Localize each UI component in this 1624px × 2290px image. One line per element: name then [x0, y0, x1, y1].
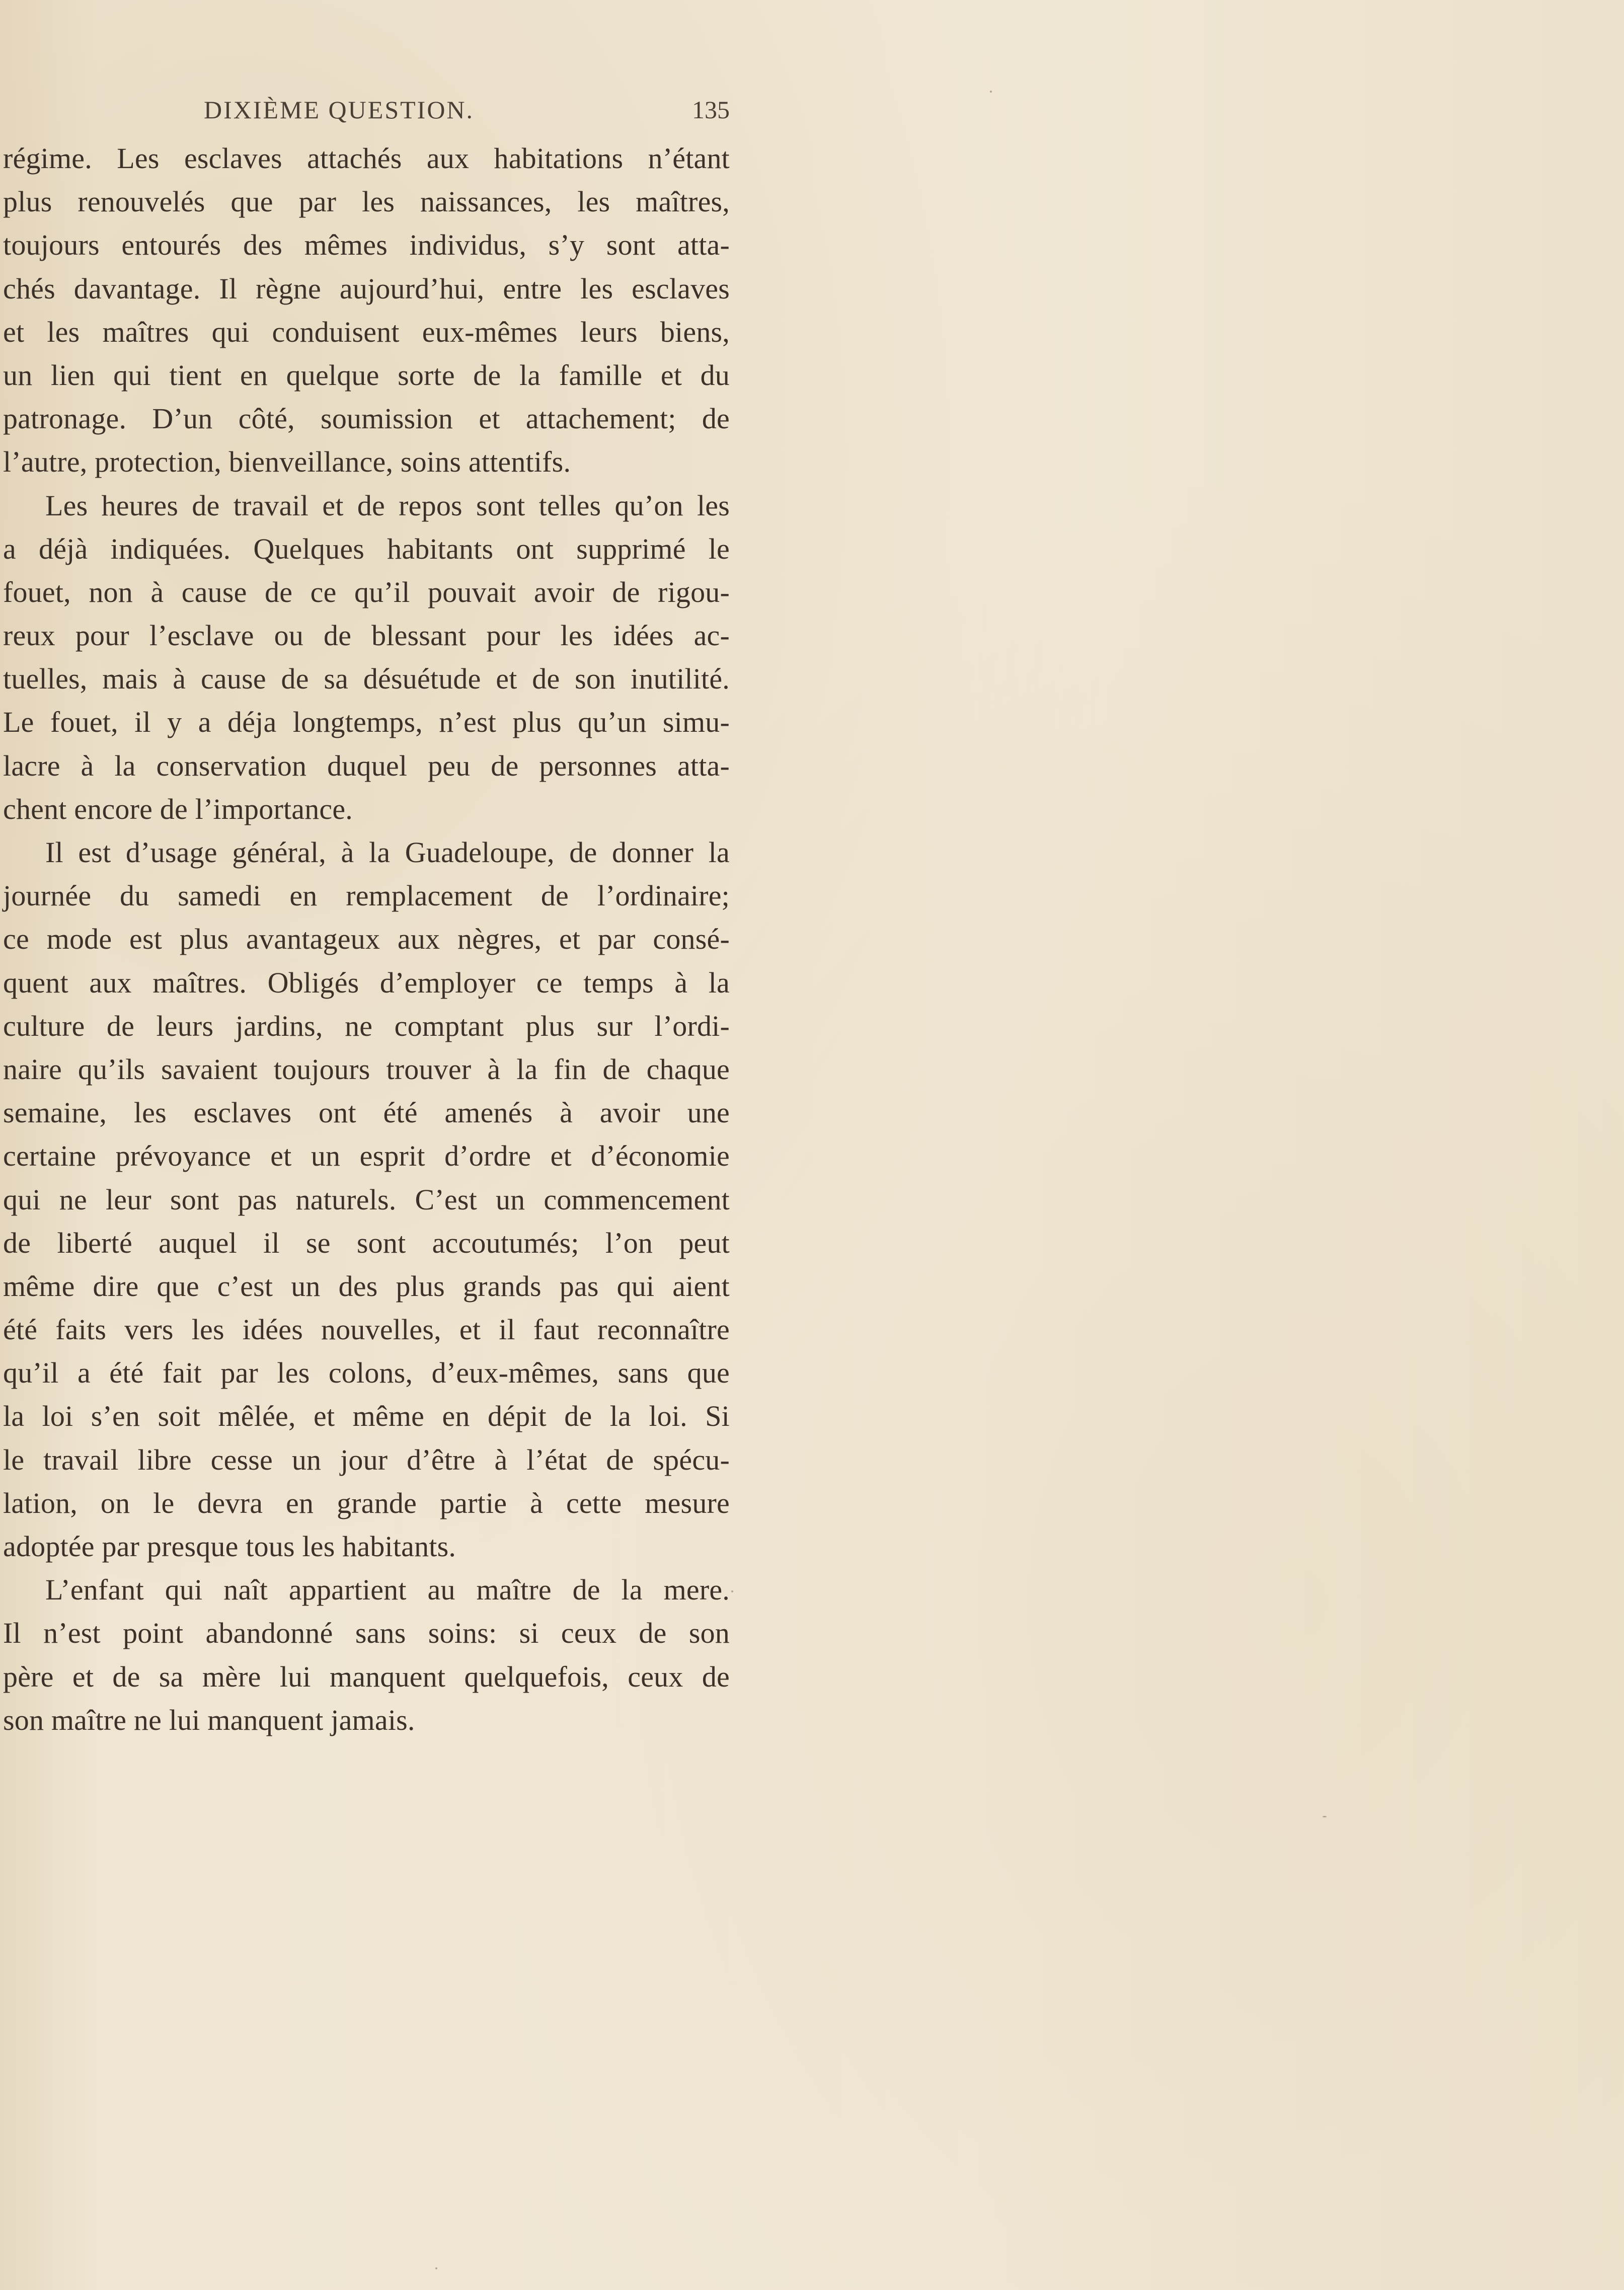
paragraph-3: [3, 831, 730, 1568]
text-line: et les maîtres qui conduisent eux-mêmes leurs biens,: [3, 315, 730, 348]
text-line: naire qu’ils savaient toujours trouver à la fin de chaque: [3, 1052, 730, 1086]
text-line: père et de sa mère lui manquent quelquefois, ceux de: [3, 1660, 730, 1693]
text-line: lacre à la conservation duquel peu de personnes atta-: [3, 749, 730, 782]
body-text: [3, 137, 730, 1742]
text-line: journée du samedi en remplacement de l’ordinaire;: [3, 879, 730, 912]
text-line: l’autre, protection, bienveillance, soins attentifs.: [3, 445, 571, 479]
text-line: qui ne leur sont pas naturels. C’est un commencement: [3, 1183, 730, 1216]
text-line: quent aux maîtres. Obligés d’employer ce temps à la: [3, 966, 730, 999]
text-line: Le fouet, il y a déja longtemps, n’est plus qu’un simu-: [3, 706, 730, 739]
paper-speck: [1323, 1816, 1327, 1817]
paper-speck: [435, 2267, 437, 2269]
text-line: chés davantage. Il règne aujourd’hui, entre les esclaves: [3, 272, 730, 305]
paragraph-1: [3, 137, 730, 484]
text-line: L’enfant qui naît appartient au maître de la mere.: [45, 1573, 730, 1607]
text-line: plus renouvelés que par les naissances, les maîtres,: [3, 185, 730, 218]
text-line: même dire que c’est un des plus grands pas qui aient: [3, 1269, 730, 1303]
text-line: a déjà indiquées. Quelques habitants ont supprimé le: [3, 532, 730, 565]
text-line: été faits vers les idées nouvelles, et il faut reconnaître: [3, 1313, 730, 1346]
text-line: Il n’est point abandonné sans soins: si ceux de son: [3, 1617, 730, 1650]
running-head-title: DIXIÈME QUESTION.: [204, 96, 475, 124]
text-line: certaine prévoyance et un esprit d’ordre et d’économie: [3, 1139, 730, 1173]
text-line: toujours entourés des mêmes individus, s’y sont atta-: [3, 228, 730, 262]
text-line: Il est d’usage général, à la Guadeloupe, de donner la: [45, 836, 730, 869]
paragraph-4: [3, 1568, 730, 1742]
text-line: tuelles, mais à cause de sa désuétude et de son inutilité.: [3, 662, 730, 696]
text-line: patronage. D’un côté, soumission et attachement; de: [3, 402, 730, 435]
text-line: semaine, les esclaves ont été amenés à avoir une: [3, 1096, 730, 1129]
text-line: ce mode est plus avantageux aux nègres, et par consé-: [3, 923, 730, 956]
text-line: de liberté auquel il se sont accoutumés; l’on peut: [3, 1226, 730, 1259]
text-line: un lien qui tient en quelque sorte de la famille et du: [3, 358, 730, 392]
paper-speck: [731, 1590, 733, 1592]
paragraph-2: [3, 484, 730, 831]
text-line: qu’il a été fait par les colons, d’eux-mêmes, sans que: [3, 1356, 730, 1390]
text-line: régime. Les esclaves attachés aux habitations n’étant: [3, 142, 730, 175]
text-line: son maître ne lui manquent jamais.: [3, 1703, 415, 1736]
paper-speck: [990, 91, 992, 93]
text-line: adoptée par presque tous les habitants.: [3, 1530, 456, 1563]
text-line: chent encore de l’importance.: [3, 792, 353, 825]
running-head: [0, 90, 730, 130]
page-number: 135: [692, 96, 730, 124]
text-line: lation, on le devra en grande partie à cette mesure: [3, 1486, 730, 1519]
text-line: le travail libre cesse un jour d’être à l’état de spécu-: [3, 1443, 730, 1476]
text-line: culture de leurs jardins, ne comptant plus sur l’ordi-: [3, 1009, 730, 1042]
text-line: Les heures de travail et de repos sont telles qu’on les: [45, 489, 730, 522]
text-line: reux pour l’esclave ou de blessant pour les idées ac-: [3, 619, 730, 652]
text-line: la loi s’en soit mêlée, et même en dépit de la loi. Si: [3, 1400, 730, 1433]
text-line: fouet, non à cause de ce qu’il pouvait avoir de rigou-: [3, 575, 730, 608]
